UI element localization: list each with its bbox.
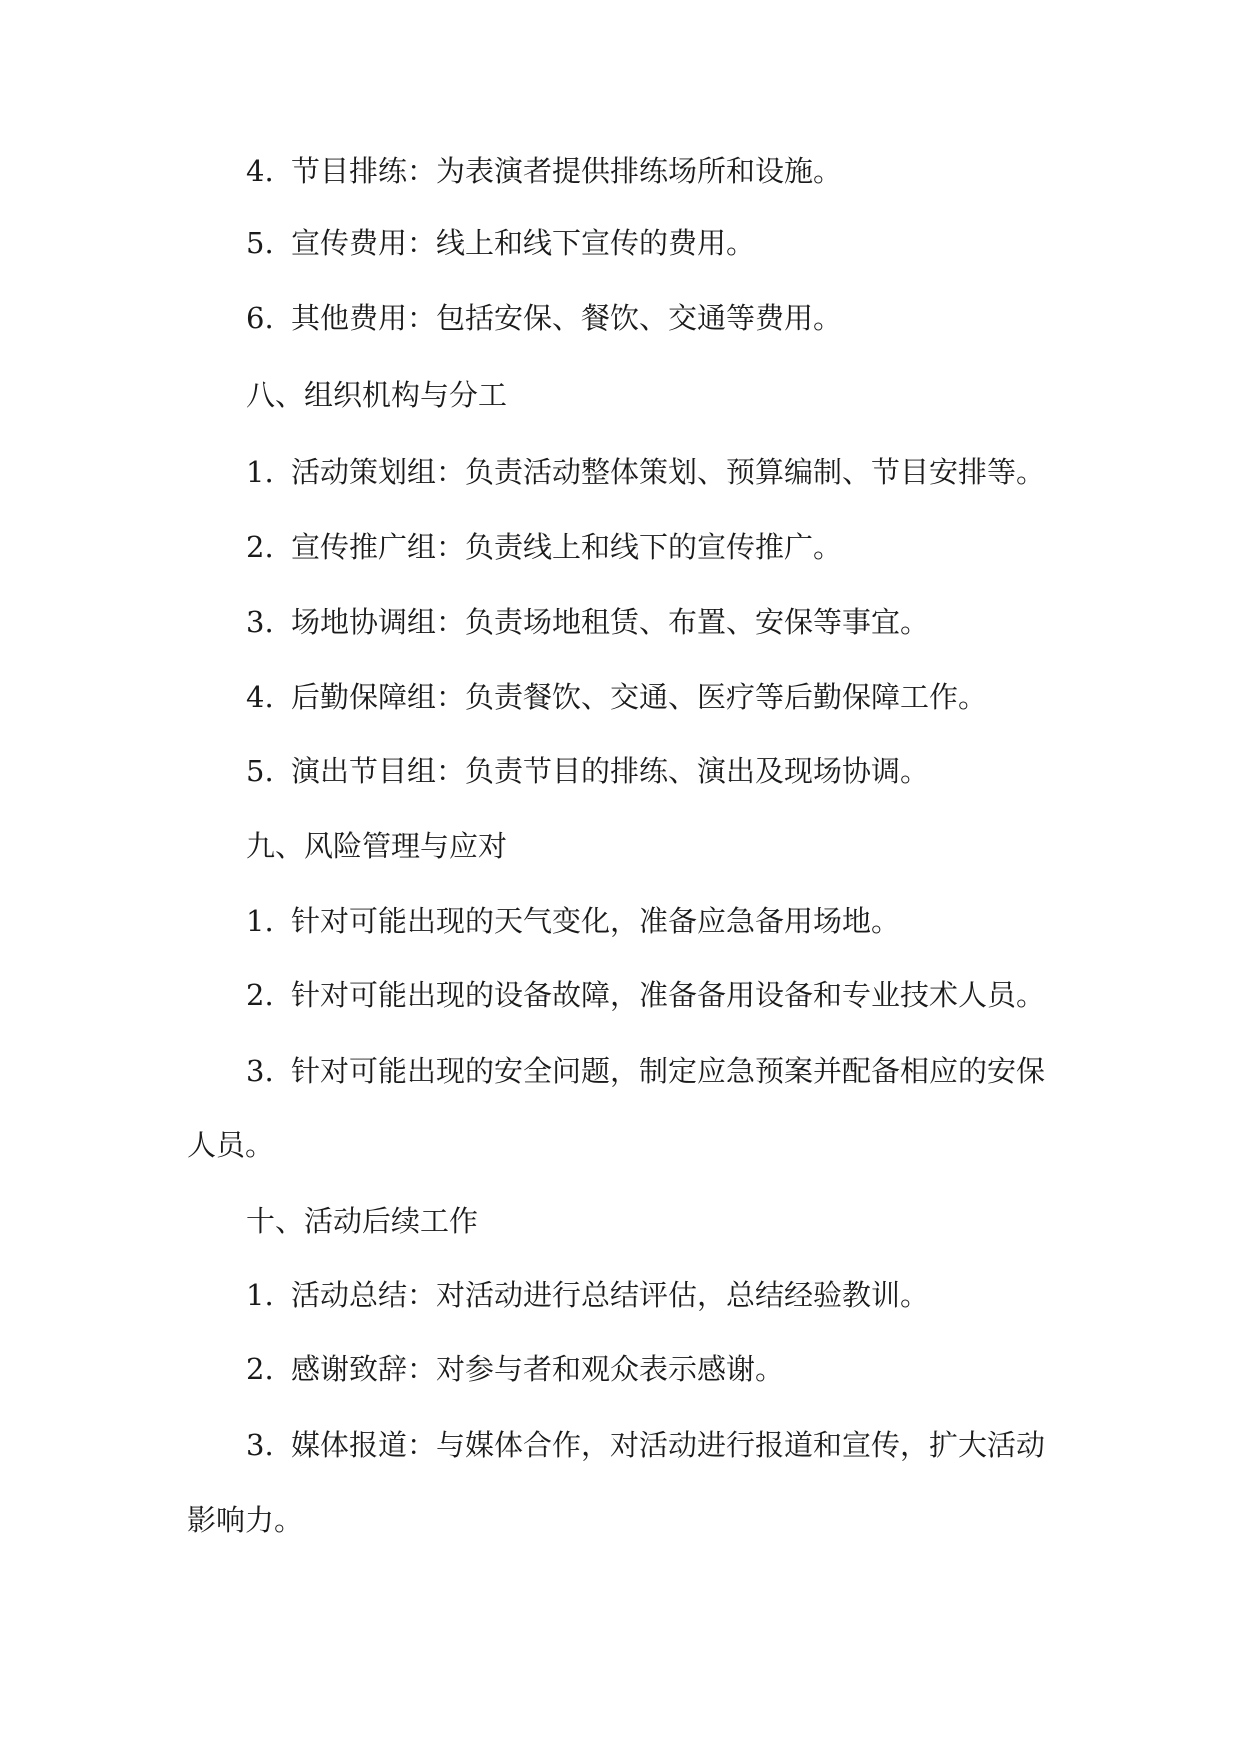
item-number: 3. (246, 1054, 274, 1088)
section-heading-text: 八、组织机构与分工 (246, 378, 508, 412)
list-item (0, 1349, 1241, 1389)
item-number: 3. (246, 605, 274, 639)
item-text: 宣传推广组：负责线上和线下的宣传推广。 (291, 530, 843, 564)
continuation-text: 影响力。 (187, 1503, 304, 1537)
item-text: 演出节目组：负责节目的排练、演出及现场协调。 (291, 754, 930, 788)
item-number: 2. (246, 978, 274, 1012)
item-text: 节目排练：为表演者提供排练场所和设施。 (291, 154, 843, 188)
item-text: 针对可能出现的天气变化，准备应急备用场地。 (291, 904, 901, 938)
item-text: 场地协调组：负责场地租赁、布置、安保等事宜。 (291, 605, 930, 639)
list-item (0, 223, 1241, 263)
item-text: 宣传费用：线上和线下宣传的费用。 (291, 226, 756, 260)
item-text: 媒体报道：与媒体合作，对活动进行报道和宣传，扩大活动 (291, 1428, 1046, 1462)
list-item (0, 1051, 1241, 1091)
list-item (0, 602, 1241, 642)
list-item (0, 1425, 1241, 1465)
list-item (0, 751, 1241, 791)
item-number: 1. (246, 904, 274, 938)
item-number: 5. (246, 226, 274, 260)
list-item (0, 677, 1241, 717)
item-number: 3. (246, 1428, 274, 1462)
item-number: 2. (246, 530, 274, 564)
item-number: 6. (246, 301, 274, 335)
item-text: 针对可能出现的设备故障，准备备用设备和专业技术人员。 (291, 978, 1046, 1012)
item-text: 活动策划组：负责活动整体策划、预算编制、节目安排等。 (291, 455, 1046, 489)
item-text: 活动总结：对活动进行总结评估，总结经验教训。 (291, 1278, 930, 1312)
list-item (0, 975, 1241, 1015)
list-item (0, 151, 1241, 191)
item-number: 4. (246, 154, 274, 188)
section-heading (0, 826, 1241, 866)
list-item (0, 527, 1241, 567)
list-item (0, 901, 1241, 941)
list-item (0, 1275, 1241, 1315)
list-item (0, 452, 1241, 492)
item-text: 其他费用：包括安保、餐饮、交通等费用。 (291, 301, 843, 335)
item-number: 2. (246, 1352, 274, 1386)
item-number: 1. (246, 1278, 274, 1312)
section-heading-text: 十、活动后续工作 (246, 1204, 479, 1238)
continuation-text: 人员。 (187, 1128, 275, 1162)
item-number: 1. (246, 455, 274, 489)
item-text: 针对可能出现的安全问题，制定应急预案并配备相应的安保 (291, 1054, 1046, 1088)
item-number: 5. (246, 754, 274, 788)
continuation-line (0, 1125, 1241, 1165)
section-heading (0, 1201, 1241, 1241)
item-text: 感谢致辞：对参与者和观众表示感谢。 (291, 1352, 785, 1386)
section-heading-text: 九、风险管理与应对 (246, 829, 508, 863)
list-item (0, 298, 1241, 338)
item-text: 后勤保障组：负责餐饮、交通、医疗等后勤保障工作。 (291, 680, 988, 714)
section-heading (0, 375, 1241, 415)
item-number: 4. (246, 680, 274, 714)
continuation-line (0, 1500, 1241, 1540)
